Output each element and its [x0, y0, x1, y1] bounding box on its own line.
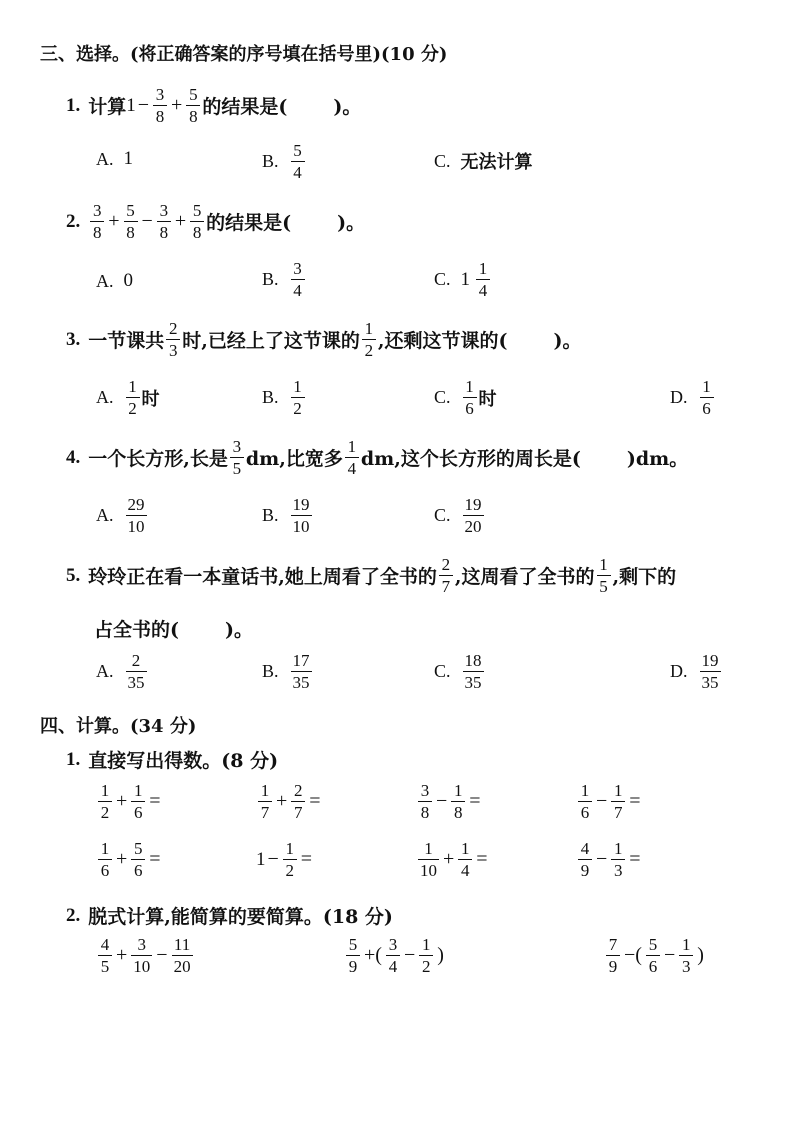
- option-b[interactable]: B. $\frac{3}{4}$: [262, 260, 307, 299]
- fraction: $\frac{5}{8}$: [190, 202, 204, 241]
- minus-sign: −: [137, 94, 150, 116]
- question-3: [66, 320, 582, 359]
- question-text: )。: [553, 330, 582, 352]
- expression: $\frac{1}{6}$ + $\frac{5}{6}$ =: [96, 840, 163, 879]
- question-1: [66, 86, 361, 125]
- option-c[interactable]: C. 无法计算: [434, 150, 533, 173]
- plus-sign: +: [171, 94, 183, 116]
- fraction: $\frac{3}{5}$: [230, 438, 244, 477]
- option-c[interactable]: C. $\frac{19}{20}$: [434, 495, 482, 536]
- expression: $\frac{4}{5}$ + $\frac{3}{10}$ − $\frac{11}{20}$: [96, 936, 195, 975]
- expression: $\frac{5}{9}$ +( $\frac{3}{4}$ − $\frac{1}{2}$ ): [344, 936, 446, 975]
- fraction: $\frac{5}{8}$: [186, 86, 200, 125]
- fraction: $\frac{2}{7}$: [439, 556, 453, 595]
- fraction: $\frac{1}{4}$: [345, 438, 359, 477]
- question-2: [66, 202, 365, 241]
- question-text: 玲玲正在看一本童话书,她上周看了全书的: [88, 566, 437, 588]
- calc-2-heading: [66, 902, 393, 929]
- option-a[interactable]: A. $\frac{29}{10}$: [96, 495, 145, 536]
- question-text: )dm。: [626, 448, 689, 470]
- fraction: $\frac{3}{8}$: [157, 202, 171, 241]
- question-5-continued: [94, 615, 253, 642]
- question-4: [66, 438, 688, 477]
- fraction: $\frac{5}{8}$: [124, 202, 138, 241]
- expression: 1 − $\frac{1}{2}$ =: [256, 839, 313, 880]
- plus-sign: +: [108, 210, 120, 232]
- option-b[interactable]: B. $\frac{1}{2}$: [262, 378, 307, 417]
- minus-sign: −: [141, 210, 153, 232]
- question-text: ,剩下的: [612, 566, 677, 588]
- question-number: 5.: [66, 564, 81, 586]
- option-a[interactable]: A. $\frac{2}{35}$: [96, 651, 145, 692]
- question-number: 4.: [66, 446, 81, 468]
- section-3-title: 三、选择。(将正确答案的序号填在括号里)(10 分): [40, 44, 448, 65]
- option-b[interactable]: B. $\frac{5}{4}$: [262, 142, 307, 181]
- expression: $\frac{1}{10}$ + $\frac{1}{4}$ =: [420, 839, 488, 880]
- question-text: dm,比宽多: [245, 448, 343, 470]
- question-number: 2.: [66, 210, 81, 232]
- fraction: $\frac{3}{8}$: [90, 202, 104, 241]
- question-number: 2.: [66, 904, 81, 926]
- fraction: $\frac{3}{8}$: [153, 86, 167, 125]
- option-a[interactable]: A. $\frac{1}{2}$ 时: [96, 377, 160, 418]
- question-text: ,还剩这节课的(: [377, 330, 508, 352]
- question-text: )。: [225, 619, 253, 641]
- question-number: 3.: [66, 328, 81, 350]
- plus-sign: +: [174, 210, 187, 232]
- question-text: 时,已经上了这节课的: [182, 330, 360, 352]
- question-text: 计算: [88, 96, 127, 118]
- fraction: $\frac{2}{3}$: [166, 320, 180, 359]
- question-text: 一个长方形,长是: [88, 448, 228, 470]
- question-text: 占全书的(: [94, 619, 179, 641]
- question-text: 一节课共: [88, 330, 165, 352]
- option-d[interactable]: D. $\frac{19}{35}$: [670, 651, 719, 692]
- option-c[interactable]: C. $\frac{18}{35}$: [434, 651, 482, 692]
- question-number: 1.: [66, 94, 81, 116]
- option-a[interactable]: A. 1: [96, 148, 133, 169]
- question-text: 的结果是(: [206, 212, 292, 234]
- fraction: $\frac{1}{5}$: [597, 556, 611, 595]
- expression: $\frac{7}{9}$ −( $\frac{5}{6}$ − $\frac{1}{3}$ ): [604, 936, 706, 975]
- option-c[interactable]: C. $\frac{1}{6}$ 时: [434, 377, 497, 418]
- expression: $\frac{3}{8}$ − $\frac{1}{8}$ =: [416, 782, 483, 821]
- question-text: ,这周看了全书的: [454, 566, 595, 588]
- whole-number: 1: [126, 94, 136, 116]
- option-a[interactable]: A. 0: [96, 270, 133, 291]
- question-number: 1.: [66, 748, 81, 770]
- question-text: 的结果是(: [202, 96, 288, 118]
- question-text: dm,这个长方形的周长是(: [360, 448, 581, 470]
- question-text: )。: [337, 212, 366, 234]
- expression: $\frac{1}{7}$ + $\frac{2}{7}$ =: [256, 782, 323, 821]
- option-d[interactable]: D. $\frac{1}{6}$: [670, 378, 716, 417]
- calc-1-heading: [66, 746, 278, 773]
- fraction: $\frac{1}{2}$: [362, 320, 376, 359]
- expression: $\frac{4}{9}$ − $\frac{1}{3}$ =: [576, 840, 643, 879]
- expression: $\frac{1}{6}$ − $\frac{1}{7}$ =: [576, 782, 643, 821]
- question-text: 脱式计算,能简算的要简算。(18 分): [88, 906, 393, 928]
- option-c[interactable]: C. 1 $\frac{1}{4}$: [434, 260, 492, 299]
- question-text: 直接写出得数。(8 分): [88, 750, 279, 772]
- expression: $\frac{1}{2}$ + $\frac{1}{6}$ =: [96, 782, 163, 821]
- option-b[interactable]: B. $\frac{17}{35}$: [262, 651, 310, 692]
- section-4-title: 四、计算。(34 分): [40, 716, 197, 737]
- option-b[interactable]: B. $\frac{19}{10}$: [262, 495, 310, 536]
- question-text: )。: [333, 96, 362, 118]
- question-5: [66, 556, 676, 595]
